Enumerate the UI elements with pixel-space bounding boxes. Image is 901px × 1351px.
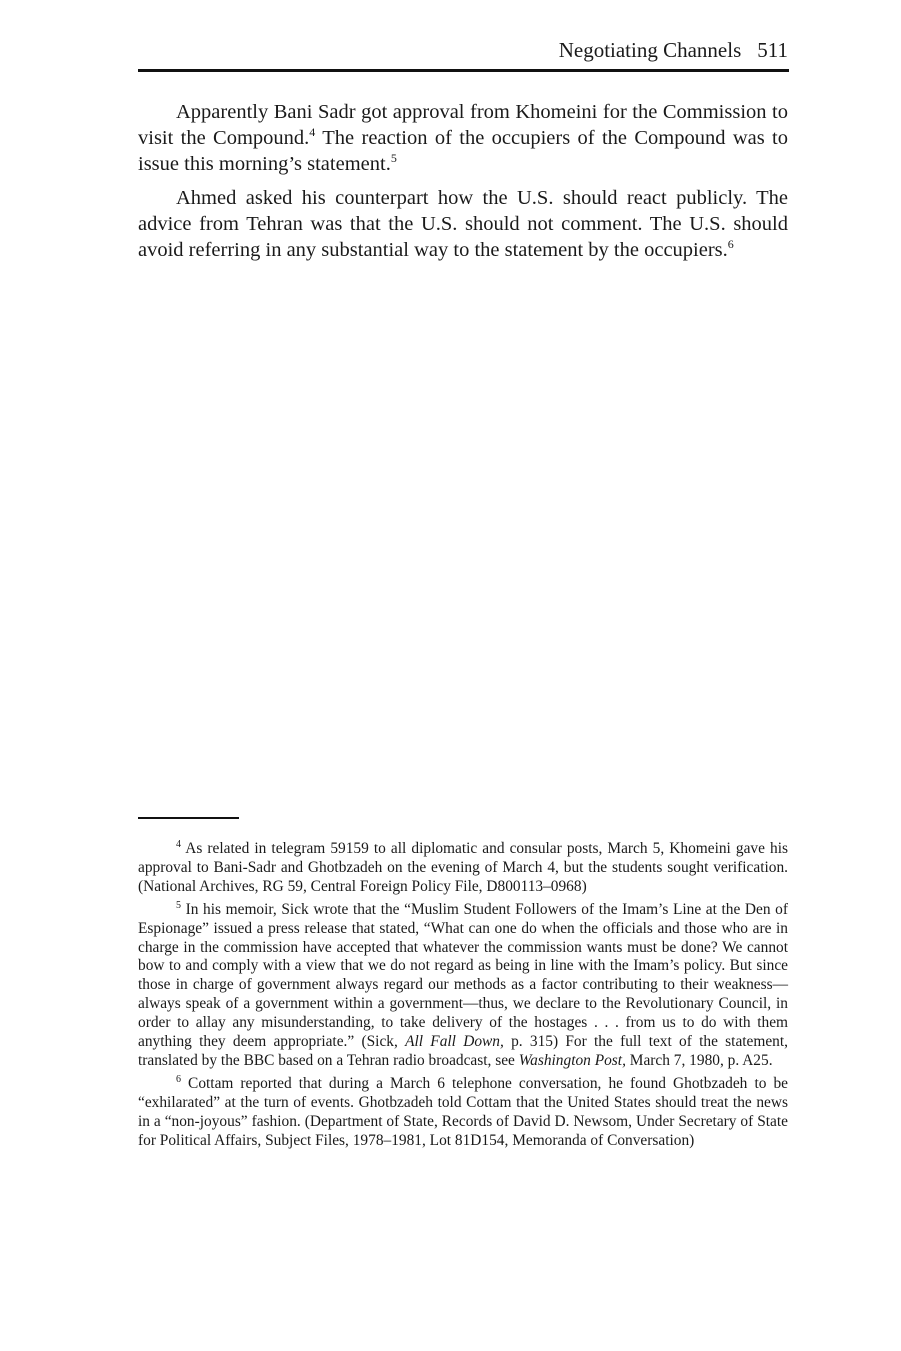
footnote-rule xyxy=(138,817,239,819)
footnote-4 xyxy=(138,840,788,897)
footnote-marker-5: 5 xyxy=(176,899,181,911)
footnote-5-newspaper-title: Washington Post, xyxy=(518,1051,626,1069)
footnote-5-book-title: All Fall Down, xyxy=(405,1033,504,1051)
footnote-6 xyxy=(138,1075,788,1151)
footnote-5 xyxy=(138,901,788,1071)
footnote-ref-5: 5 xyxy=(390,151,397,165)
header-rule xyxy=(138,69,789,72)
footnote-5-text-a: In his memoir, Sick wrote that the “Muslim Student Followers of the Imam’s Line at the Den of Espionage” issued a press release that stated, “What can one do when the officials and those who are in charge in the commission have accepted that whatever the commission wants must be done? We cannot bow to and comply with a view that we do not regard as being in line with the Imam’s policy. But since those in charge of government always regard our methods as a factor contributing to their weakness—always speak of a government within a government—thus, we declare to the Revolutionary Council, in order to allay any misunderstanding, to take delivery of the hostages . . . from us to do with them anything they deem appropriate.” (Sick, xyxy=(138,900,788,1051)
footnote-ref-6: 6 xyxy=(727,237,734,251)
footnote-4-text: As related in telegram 59159 to all diplomatic and consular posts, March 5, Khomeini gave his approval to Bani-Sadr and Ghotbzadeh on the evening of March 4, but the students sought verification. (National Archives, RG 59, Central Foreign Policy File, D800113–0968) xyxy=(138,840,788,895)
footnote-6-text: Cottam reported that during a March 6 telephone conversation, he found Ghotbzadeh to be “exhilarated” at the turn of events. Ghotbzadeh told Cottam that the United States should treat the news in a “non-joyous” fashion. (Department of State, Records of David D. Newsom, Under Secretary of State for Political Affairs, Subject Files, 1978–1981, Lot 81D154, Memoranda of Conversation) xyxy=(138,1074,788,1149)
footnote-5-text-c: March 7, 1980, p. A25. xyxy=(625,1051,773,1069)
paragraph-1-text-a: Apparently Bani Sadr got approval from Khomeini for the Commission to visit the Compound. xyxy=(138,101,788,149)
body-text xyxy=(138,99,788,271)
paragraph-1-text-b: The reaction of the occupiers of the Compound was to issue this morning’s statement. xyxy=(138,127,788,175)
paragraph-2-text: Ahmed asked his counterpart how the U.S. should react publicly. The advice from Tehran was that the U.S. should not comment. The U.S. should avoid referring in any substantial way to the statement by the occupiers. xyxy=(138,187,788,261)
page-number: 511 xyxy=(757,38,788,62)
footnote-ref-4: 4 xyxy=(309,125,316,139)
footnotes xyxy=(138,840,788,1155)
running-title: Negotiating Channels xyxy=(558,38,742,62)
paragraph-2 xyxy=(138,185,788,263)
footnote-5-text-b: p. 315) For the full text of the statement, translated by the BBC based on a Tehran radio broadcast, see xyxy=(138,1033,789,1069)
footnote-marker-6: 6 xyxy=(176,1073,181,1085)
running-head xyxy=(138,36,788,64)
footnote-marker-4: 4 xyxy=(176,839,181,850)
paragraph-1 xyxy=(138,99,788,177)
